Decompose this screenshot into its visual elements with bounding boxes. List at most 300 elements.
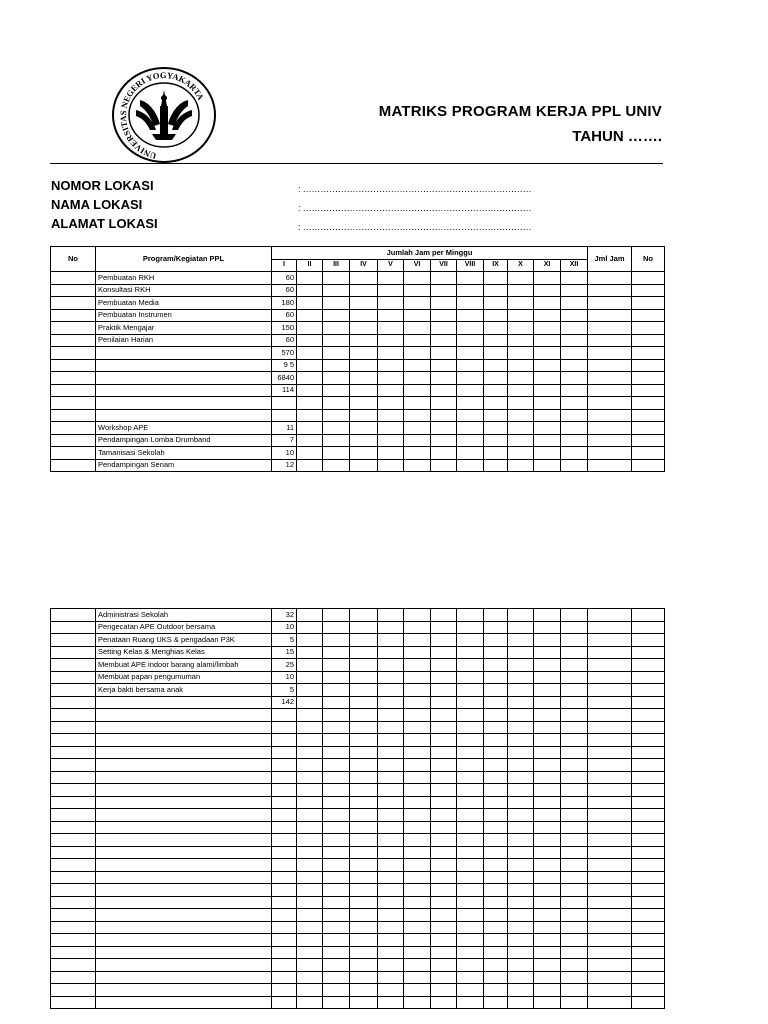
row-week-8-cell[interactable] — [457, 334, 484, 347]
row-week-8-cell[interactable] — [457, 397, 484, 410]
row-jml-jam-cell[interactable] — [588, 359, 632, 372]
row-program-cell[interactable]: Pendampingan Lomba Drumband — [96, 434, 272, 447]
row-week-7-cell[interactable] — [431, 721, 457, 734]
row-week-10-cell[interactable] — [508, 996, 534, 1009]
row-week-4-cell[interactable] — [350, 646, 378, 659]
row-jml-jam-cell[interactable] — [588, 721, 632, 734]
row-week-2-cell[interactable] — [297, 297, 323, 310]
row-week-3-cell[interactable] — [323, 384, 350, 397]
row-no-right-cell[interactable] — [632, 859, 665, 872]
row-week-11-cell[interactable] — [534, 434, 561, 447]
row-no-right-cell[interactable] — [632, 734, 665, 747]
row-week-2-cell[interactable] — [297, 896, 323, 909]
row-no-right-cell[interactable] — [632, 846, 665, 859]
row-jml-jam-cell[interactable] — [588, 621, 632, 634]
row-week-12-cell[interactable] — [561, 871, 588, 884]
row-week-3-cell[interactable] — [323, 359, 350, 372]
row-week-11-cell[interactable] — [534, 709, 561, 722]
row-week-3-cell[interactable] — [323, 721, 350, 734]
row-week-7-cell[interactable] — [431, 821, 457, 834]
row-week-11-cell[interactable] — [534, 821, 561, 834]
row-week-5-cell[interactable] — [378, 859, 404, 872]
row-week-12-cell[interactable] — [561, 884, 588, 897]
row-jml-jam-cell[interactable] — [588, 946, 632, 959]
row-week-11-cell[interactable] — [534, 834, 561, 847]
row-week-12-cell[interactable] — [561, 459, 588, 472]
row-week-2-cell[interactable] — [297, 721, 323, 734]
row-week-7-cell[interactable] — [431, 934, 457, 947]
row-week-7-cell[interactable] — [431, 709, 457, 722]
row-no-right-cell[interactable] — [632, 909, 665, 922]
row-week-11-cell[interactable] — [534, 884, 561, 897]
row-week-6-cell[interactable] — [404, 996, 431, 1009]
row-week-4-cell[interactable] — [350, 834, 378, 847]
row-week-11-cell[interactable] — [534, 297, 561, 310]
row-week-5-cell[interactable] — [378, 921, 404, 934]
row-week-3-cell[interactable] — [323, 971, 350, 984]
row-week-9-cell[interactable] — [484, 397, 508, 410]
row-week-11-cell[interactable] — [534, 896, 561, 909]
row-week-5-cell[interactable] — [378, 959, 404, 972]
row-no-cell[interactable] — [51, 634, 96, 647]
row-week-3-cell[interactable] — [323, 709, 350, 722]
nama-lokasi-field[interactable]: : …………………………………………………………………… — [298, 203, 532, 213]
row-week-8-cell[interactable] — [457, 709, 484, 722]
row-jml-jam-cell[interactable] — [588, 434, 632, 447]
row-week-5-cell[interactable] — [378, 384, 404, 397]
row-program-cell[interactable]: Konsultasi RKH — [96, 284, 272, 297]
row-week-8-cell[interactable] — [457, 934, 484, 947]
row-week-8-cell[interactable] — [457, 959, 484, 972]
row-week-9-cell[interactable] — [484, 609, 508, 622]
row-week-7-cell[interactable] — [431, 871, 457, 884]
row-week-12-cell[interactable] — [561, 684, 588, 697]
row-week-3-cell[interactable] — [323, 759, 350, 772]
row-week-12-cell[interactable] — [561, 297, 588, 310]
row-week-8-cell[interactable] — [457, 359, 484, 372]
row-week-3-cell[interactable] — [323, 796, 350, 809]
row-program-cell[interactable]: Membuat papan pengumuman — [96, 671, 272, 684]
row-week-2-cell[interactable] — [297, 434, 323, 447]
row-week-5-cell[interactable] — [378, 784, 404, 797]
row-week-6-cell[interactable] — [404, 659, 431, 672]
row-week-4-cell[interactable] — [350, 846, 378, 859]
row-week-7-cell[interactable] — [431, 771, 457, 784]
row-week-2-cell[interactable] — [297, 809, 323, 822]
row-week-5-cell[interactable] — [378, 459, 404, 472]
row-week-4-cell[interactable] — [350, 934, 378, 947]
row-no-cell[interactable] — [51, 621, 96, 634]
row-week-6-cell[interactable] — [404, 397, 431, 410]
row-week-8-cell[interactable] — [457, 459, 484, 472]
row-week-11-cell[interactable] — [534, 372, 561, 385]
row-week-7-cell[interactable] — [431, 859, 457, 872]
row-no-cell[interactable] — [51, 921, 96, 934]
row-no-right-cell[interactable] — [632, 946, 665, 959]
row-jml-jam-cell[interactable] — [588, 372, 632, 385]
row-week-1-cell[interactable] — [272, 946, 297, 959]
row-week-10-cell[interactable] — [508, 921, 534, 934]
row-week-1-cell[interactable] — [272, 909, 297, 922]
row-week-1-cell[interactable] — [272, 759, 297, 772]
row-week-8-cell[interactable] — [457, 696, 484, 709]
row-program-cell[interactable] — [96, 397, 272, 410]
row-program-cell[interactable] — [96, 759, 272, 772]
row-program-cell[interactable]: Penilaian Harian — [96, 334, 272, 347]
row-week-3-cell[interactable] — [323, 909, 350, 922]
row-week-1-cell[interactable] — [272, 821, 297, 834]
row-no-cell[interactable] — [51, 721, 96, 734]
row-week-12-cell[interactable] — [561, 384, 588, 397]
row-jml-jam-cell[interactable] — [588, 759, 632, 772]
row-no-cell[interactable] — [51, 309, 96, 322]
row-no-cell[interactable] — [51, 671, 96, 684]
row-week-9-cell[interactable] — [484, 447, 508, 460]
row-week-7-cell[interactable] — [431, 309, 457, 322]
row-week-6-cell[interactable] — [404, 709, 431, 722]
row-week-3-cell[interactable] — [323, 684, 350, 697]
row-week-9-cell[interactable] — [484, 384, 508, 397]
row-week-2-cell[interactable] — [297, 309, 323, 322]
row-week-10-cell[interactable] — [508, 659, 534, 672]
row-week-6-cell[interactable] — [404, 921, 431, 934]
row-week-8-cell[interactable] — [457, 434, 484, 447]
row-week-10-cell[interactable] — [508, 871, 534, 884]
row-week-12-cell[interactable] — [561, 322, 588, 335]
row-no-right-cell[interactable] — [632, 621, 665, 634]
row-week-5-cell[interactable] — [378, 347, 404, 360]
row-no-cell[interactable] — [51, 646, 96, 659]
row-week-6-cell[interactable] — [404, 771, 431, 784]
row-jml-jam-cell[interactable] — [588, 272, 632, 285]
row-week-12-cell[interactable] — [561, 846, 588, 859]
row-week-3-cell[interactable] — [323, 746, 350, 759]
row-jml-jam-cell[interactable] — [588, 422, 632, 435]
row-program-cell[interactable] — [96, 971, 272, 984]
row-week-2-cell[interactable] — [297, 284, 323, 297]
row-no-cell[interactable] — [51, 859, 96, 872]
row-program-cell[interactable] — [96, 946, 272, 959]
row-jml-jam-cell[interactable] — [588, 646, 632, 659]
row-week-11-cell[interactable] — [534, 959, 561, 972]
row-week-2-cell[interactable] — [297, 671, 323, 684]
row-week-11-cell[interactable] — [534, 909, 561, 922]
row-week-10-cell[interactable] — [508, 397, 534, 410]
row-no-right-cell[interactable] — [632, 796, 665, 809]
row-week-9-cell[interactable] — [484, 322, 508, 335]
row-week-2-cell[interactable] — [297, 359, 323, 372]
row-week-11-cell[interactable] — [534, 921, 561, 934]
row-no-cell[interactable] — [51, 696, 96, 709]
row-week-9-cell[interactable] — [484, 771, 508, 784]
row-week-4-cell[interactable] — [350, 384, 378, 397]
row-week-9-cell[interactable] — [484, 721, 508, 734]
row-week-9-cell[interactable] — [484, 359, 508, 372]
row-week-11-cell[interactable] — [534, 347, 561, 360]
row-week-10-cell[interactable] — [508, 859, 534, 872]
row-no-right-cell[interactable] — [632, 871, 665, 884]
row-no-right-cell[interactable] — [632, 921, 665, 934]
row-no-cell[interactable] — [51, 334, 96, 347]
row-week-1-cell[interactable]: 570 — [272, 347, 297, 360]
row-week-3-cell[interactable] — [323, 297, 350, 310]
row-week-10-cell[interactable] — [508, 459, 534, 472]
row-week-3-cell[interactable] — [323, 809, 350, 822]
row-no-cell[interactable] — [51, 422, 96, 435]
row-week-7-cell[interactable] — [431, 746, 457, 759]
row-week-12-cell[interactable] — [561, 896, 588, 909]
row-week-4-cell[interactable] — [350, 696, 378, 709]
row-week-5-cell[interactable] — [378, 284, 404, 297]
row-week-6-cell[interactable] — [404, 846, 431, 859]
row-program-cell[interactable] — [96, 959, 272, 972]
row-no-right-cell[interactable] — [632, 721, 665, 734]
row-week-12-cell[interactable] — [561, 921, 588, 934]
row-week-5-cell[interactable] — [378, 821, 404, 834]
row-week-4-cell[interactable] — [350, 671, 378, 684]
row-week-4-cell[interactable] — [350, 447, 378, 460]
row-week-12-cell[interactable] — [561, 909, 588, 922]
row-week-3-cell[interactable] — [323, 347, 350, 360]
row-week-12-cell[interactable] — [561, 996, 588, 1009]
row-week-7-cell[interactable] — [431, 909, 457, 922]
row-jml-jam-cell[interactable] — [588, 984, 632, 997]
row-week-9-cell[interactable] — [484, 971, 508, 984]
row-week-2-cell[interactable] — [297, 397, 323, 410]
row-week-1-cell[interactable]: 60 — [272, 284, 297, 297]
row-week-11-cell[interactable] — [534, 759, 561, 772]
row-week-1-cell[interactable]: 60 — [272, 334, 297, 347]
row-week-6-cell[interactable] — [404, 809, 431, 822]
row-week-12-cell[interactable] — [561, 447, 588, 460]
row-week-2-cell[interactable] — [297, 871, 323, 884]
row-week-6-cell[interactable] — [404, 347, 431, 360]
row-week-4-cell[interactable] — [350, 372, 378, 385]
row-no-right-cell[interactable] — [632, 272, 665, 285]
row-week-7-cell[interactable] — [431, 784, 457, 797]
row-week-6-cell[interactable] — [404, 434, 431, 447]
row-week-9-cell[interactable] — [484, 909, 508, 922]
row-week-11-cell[interactable] — [534, 359, 561, 372]
row-program-cell[interactable] — [96, 709, 272, 722]
row-week-2-cell[interactable] — [297, 859, 323, 872]
row-program-cell[interactable] — [96, 934, 272, 947]
row-week-11-cell[interactable] — [534, 784, 561, 797]
row-week-10-cell[interactable] — [508, 771, 534, 784]
row-week-7-cell[interactable] — [431, 971, 457, 984]
row-week-9-cell[interactable] — [484, 297, 508, 310]
row-week-5-cell[interactable] — [378, 322, 404, 335]
row-week-8-cell[interactable] — [457, 422, 484, 435]
row-week-8-cell[interactable] — [457, 297, 484, 310]
row-jml-jam-cell[interactable] — [588, 659, 632, 672]
row-week-11-cell[interactable] — [534, 796, 561, 809]
row-week-3-cell[interactable] — [323, 784, 350, 797]
row-week-1-cell[interactable] — [272, 896, 297, 909]
row-week-7-cell[interactable] — [431, 696, 457, 709]
row-no-right-cell[interactable] — [632, 984, 665, 997]
row-week-3-cell[interactable] — [323, 696, 350, 709]
row-week-5-cell[interactable] — [378, 896, 404, 909]
row-week-5-cell[interactable] — [378, 884, 404, 897]
row-no-cell[interactable] — [51, 359, 96, 372]
row-week-6-cell[interactable] — [404, 896, 431, 909]
row-no-right-cell[interactable] — [632, 821, 665, 834]
row-week-1-cell[interactable]: 15 — [272, 646, 297, 659]
row-program-cell[interactable] — [96, 896, 272, 909]
row-no-cell[interactable] — [51, 996, 96, 1009]
row-no-cell[interactable] — [51, 896, 96, 909]
row-week-11-cell[interactable] — [534, 272, 561, 285]
row-week-4-cell[interactable] — [350, 809, 378, 822]
row-week-9-cell[interactable] — [484, 372, 508, 385]
row-program-cell[interactable] — [96, 771, 272, 784]
row-week-6-cell[interactable] — [404, 984, 431, 997]
row-week-9-cell[interactable] — [484, 934, 508, 947]
row-week-6-cell[interactable] — [404, 459, 431, 472]
row-program-cell[interactable]: Pembuatan Media — [96, 297, 272, 310]
row-no-cell[interactable] — [51, 372, 96, 385]
row-week-6-cell[interactable] — [404, 721, 431, 734]
row-week-4-cell[interactable] — [350, 796, 378, 809]
row-week-11-cell[interactable] — [534, 609, 561, 622]
row-week-10-cell[interactable] — [508, 734, 534, 747]
row-week-10-cell[interactable] — [508, 322, 534, 335]
row-week-9-cell[interactable] — [484, 959, 508, 972]
row-no-right-cell[interactable] — [632, 634, 665, 647]
row-week-9-cell[interactable] — [484, 422, 508, 435]
row-week-9-cell[interactable] — [484, 659, 508, 672]
row-no-right-cell[interactable] — [632, 347, 665, 360]
row-week-2-cell[interactable] — [297, 846, 323, 859]
row-week-10-cell[interactable] — [508, 297, 534, 310]
row-week-12-cell[interactable] — [561, 746, 588, 759]
row-week-4-cell[interactable] — [350, 684, 378, 697]
row-program-cell[interactable] — [96, 921, 272, 934]
row-week-2-cell[interactable] — [297, 834, 323, 847]
row-week-10-cell[interactable] — [508, 959, 534, 972]
row-no-right-cell[interactable] — [632, 434, 665, 447]
row-week-1-cell[interactable] — [272, 834, 297, 847]
row-week-10-cell[interactable] — [508, 684, 534, 697]
row-week-11-cell[interactable] — [534, 646, 561, 659]
row-jml-jam-cell[interactable] — [588, 859, 632, 872]
row-week-7-cell[interactable] — [431, 334, 457, 347]
row-no-cell[interactable] — [51, 397, 96, 410]
row-week-11-cell[interactable] — [534, 746, 561, 759]
nomor-lokasi-field[interactable]: : …………………………………………………………………… — [298, 184, 532, 194]
row-week-11-cell[interactable] — [534, 634, 561, 647]
row-program-cell[interactable] — [96, 996, 272, 1009]
row-week-4-cell[interactable] — [350, 971, 378, 984]
row-week-10-cell[interactable] — [508, 384, 534, 397]
row-week-4-cell[interactable] — [350, 859, 378, 872]
row-week-12-cell[interactable] — [561, 671, 588, 684]
row-week-7-cell[interactable] — [431, 434, 457, 447]
row-no-cell[interactable] — [51, 834, 96, 847]
row-week-2-cell[interactable] — [297, 372, 323, 385]
row-program-cell[interactable] — [96, 884, 272, 897]
row-week-2-cell[interactable] — [297, 609, 323, 622]
row-week-9-cell[interactable] — [484, 684, 508, 697]
row-no-cell[interactable] — [51, 746, 96, 759]
row-jml-jam-cell[interactable] — [588, 334, 632, 347]
row-week-7-cell[interactable] — [431, 284, 457, 297]
row-week-9-cell[interactable] — [484, 809, 508, 822]
row-week-12-cell[interactable] — [561, 621, 588, 634]
row-no-cell[interactable] — [51, 272, 96, 285]
row-week-6-cell[interactable] — [404, 297, 431, 310]
row-week-8-cell[interactable] — [457, 372, 484, 385]
row-no-right-cell[interactable] — [632, 609, 665, 622]
row-week-5-cell[interactable] — [378, 409, 404, 422]
row-week-5-cell[interactable] — [378, 684, 404, 697]
row-week-1-cell[interactable] — [272, 971, 297, 984]
row-no-cell[interactable] — [51, 734, 96, 747]
row-week-6-cell[interactable] — [404, 834, 431, 847]
row-week-10-cell[interactable] — [508, 334, 534, 347]
row-week-7-cell[interactable] — [431, 959, 457, 972]
row-program-cell[interactable]: Membuat APE indoor barang alami/limbah — [96, 659, 272, 672]
row-week-5-cell[interactable] — [378, 397, 404, 410]
row-week-2-cell[interactable] — [297, 409, 323, 422]
row-week-4-cell[interactable] — [350, 884, 378, 897]
row-week-6-cell[interactable] — [404, 796, 431, 809]
row-week-7-cell[interactable] — [431, 634, 457, 647]
row-week-9-cell[interactable] — [484, 871, 508, 884]
row-week-11-cell[interactable] — [534, 846, 561, 859]
row-week-2-cell[interactable] — [297, 696, 323, 709]
row-week-8-cell[interactable] — [457, 771, 484, 784]
row-program-cell[interactable] — [96, 809, 272, 822]
row-week-10-cell[interactable] — [508, 359, 534, 372]
row-week-6-cell[interactable] — [404, 372, 431, 385]
row-week-1-cell[interactable]: 10 — [272, 621, 297, 634]
row-week-5-cell[interactable] — [378, 871, 404, 884]
row-week-3-cell[interactable] — [323, 409, 350, 422]
row-week-12-cell[interactable] — [561, 272, 588, 285]
row-week-7-cell[interactable] — [431, 896, 457, 909]
row-week-11-cell[interactable] — [534, 984, 561, 997]
row-week-8-cell[interactable] — [457, 409, 484, 422]
row-week-5-cell[interactable] — [378, 759, 404, 772]
row-week-12-cell[interactable] — [561, 834, 588, 847]
row-week-4-cell[interactable] — [350, 659, 378, 672]
row-week-4-cell[interactable] — [350, 634, 378, 647]
row-week-12-cell[interactable] — [561, 334, 588, 347]
row-week-1-cell[interactable]: 11 — [272, 422, 297, 435]
row-week-6-cell[interactable] — [404, 322, 431, 335]
row-week-10-cell[interactable] — [508, 646, 534, 659]
row-no-cell[interactable] — [51, 384, 96, 397]
row-week-10-cell[interactable] — [508, 784, 534, 797]
row-no-cell[interactable] — [51, 821, 96, 834]
row-week-4-cell[interactable] — [350, 784, 378, 797]
row-no-cell[interactable] — [51, 709, 96, 722]
row-week-1-cell[interactable]: 6840 — [272, 372, 297, 385]
row-week-4-cell[interactable] — [350, 734, 378, 747]
row-jml-jam-cell[interactable] — [588, 734, 632, 747]
row-week-7-cell[interactable] — [431, 322, 457, 335]
row-week-2-cell[interactable] — [297, 884, 323, 897]
row-week-8-cell[interactable] — [457, 921, 484, 934]
row-week-8-cell[interactable] — [457, 971, 484, 984]
row-week-11-cell[interactable] — [534, 659, 561, 672]
row-week-4-cell[interactable] — [350, 996, 378, 1009]
row-week-4-cell[interactable] — [350, 721, 378, 734]
row-week-3-cell[interactable] — [323, 372, 350, 385]
row-week-11-cell[interactable] — [534, 621, 561, 634]
